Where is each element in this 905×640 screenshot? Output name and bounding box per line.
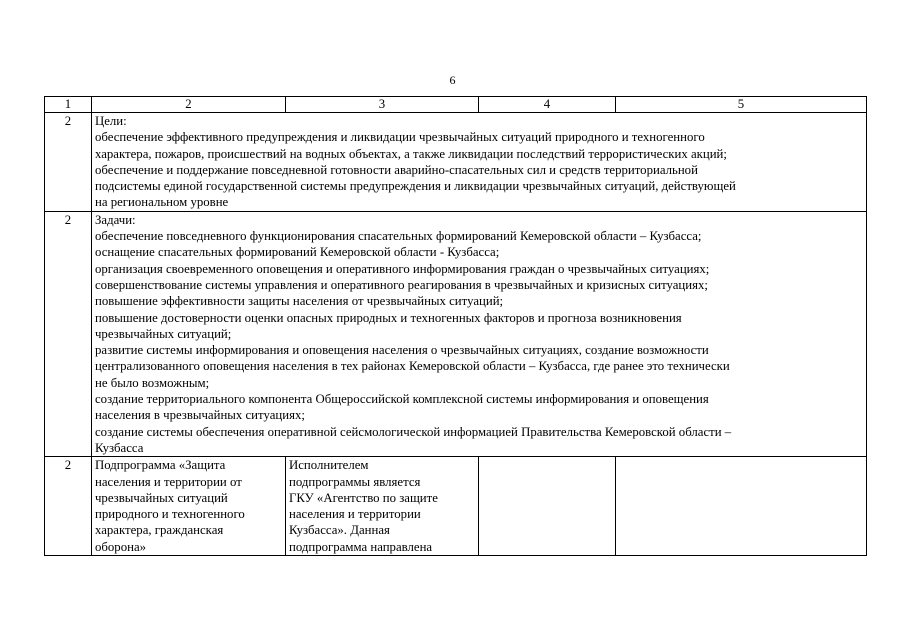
goals-line: обеспечение эффективного предупреждения и ликвидации чрезвычайных ситуаций природного и техногенного bbox=[95, 130, 705, 145]
goals-number: 2 bbox=[45, 113, 92, 212]
subprogram-col5-cell bbox=[616, 457, 867, 556]
subprogram-name-line: оборона» bbox=[95, 539, 147, 554]
page-number: 6 bbox=[449, 73, 456, 87]
program-table bbox=[44, 96, 867, 556]
subprogram-row bbox=[45, 457, 867, 556]
tasks-row bbox=[45, 211, 867, 456]
subprogram-name-line: населения и территории от bbox=[95, 474, 242, 489]
header-cell-2: 2 bbox=[92, 97, 286, 113]
tasks-line: чрезвычайных ситуаций; bbox=[95, 326, 232, 341]
goals-line: на региональном уровне bbox=[95, 195, 229, 210]
goals-line: обеспечение и поддержание повседневной готовности аварийно-спасательных сил и средств территориальной bbox=[95, 162, 698, 177]
subprogram-description-line: Исполнителем bbox=[289, 458, 369, 473]
subprogram-description-line: Кузбасса». Данная bbox=[289, 523, 390, 538]
header-row bbox=[45, 97, 867, 113]
header-cell-3: 3 bbox=[286, 97, 479, 113]
tasks-cell bbox=[92, 211, 867, 456]
header-cell-5: 5 bbox=[616, 97, 867, 113]
goals-cell bbox=[92, 113, 867, 212]
subprogram-description-line: подпрограммы является bbox=[289, 474, 421, 489]
tasks-line: совершенствование системы управления и оперативного реагирования в чрезвычайных и кризисных ситуациях; bbox=[95, 277, 708, 292]
tasks-line: обеспечение повседневного функционирования спасательных формирований Кемеровской области – Кузбасса; bbox=[95, 229, 702, 244]
subprogram-description-line: населения и территории bbox=[289, 507, 421, 522]
header-cell-1: 1 bbox=[45, 97, 92, 113]
tasks-line: оснащение спасательных формирований Кемеровской области - Кузбасса; bbox=[95, 245, 500, 260]
tasks-line: Кузбасса bbox=[95, 440, 144, 455]
header-cell-4: 4 bbox=[479, 97, 616, 113]
tasks-line: повышение эффективности защиты населения от чрезвычайных ситуаций; bbox=[95, 294, 504, 309]
subprogram-description-line: ГКУ «Агентство по защите bbox=[289, 490, 438, 505]
subprogram-name-line: природного и техногенного bbox=[95, 507, 245, 522]
subprogram-description-line: подпрограмма направлена bbox=[289, 539, 433, 554]
tasks-line: создание территориального компонента Общероссийской комплексной системы информирования и оповещения bbox=[95, 392, 709, 407]
subprogram-description-cell bbox=[286, 457, 479, 556]
subprogram-col4-cell bbox=[479, 457, 616, 556]
goals-line: характера, пожаров, происшествий на водных объектах, а также ликвидации последствий террористических акций; bbox=[95, 146, 727, 161]
tasks-line: повышение достоверности оценки опасных природных и техногенных факторов и прогноза возникновения bbox=[95, 310, 682, 325]
subprogram-number: 2 bbox=[45, 457, 92, 556]
tasks-number: 2 bbox=[45, 211, 92, 456]
subprogram-name-line: Подпрограмма «Защита bbox=[95, 458, 226, 473]
subprogram-name-cell bbox=[92, 457, 286, 556]
subprogram-name-line: чрезвычайных ситуаций bbox=[95, 490, 228, 505]
goals-label: Цели: bbox=[95, 114, 127, 128]
tasks-line: населения в чрезвычайных ситуациях; bbox=[95, 408, 305, 423]
goals-line: подсистемы единой государственной системы предупреждения и ликвидации чрезвычайных ситуаций, действующей bbox=[95, 179, 736, 194]
goals-row bbox=[45, 113, 867, 212]
tasks-line: развитие системы информирования и оповещения населения о чрезвычайных ситуациях, создание возможности bbox=[95, 343, 709, 358]
tasks-label: Задачи: bbox=[95, 212, 136, 227]
subprogram-name-line: характера, гражданская bbox=[95, 523, 224, 538]
tasks-line: централизованного оповещения населения в тех районах Кемеровской области – Кузбасса, где ранее это технически bbox=[95, 359, 730, 374]
tasks-line: создание системы обеспечения оперативной сейсмологической информацией Правительства Кемеровской области – bbox=[95, 424, 732, 439]
tasks-line: организация своевременного оповещения и оперативного информирования граждан о чрезвычайных ситуациях; bbox=[95, 261, 710, 276]
tasks-line: не было возможным; bbox=[95, 375, 210, 390]
